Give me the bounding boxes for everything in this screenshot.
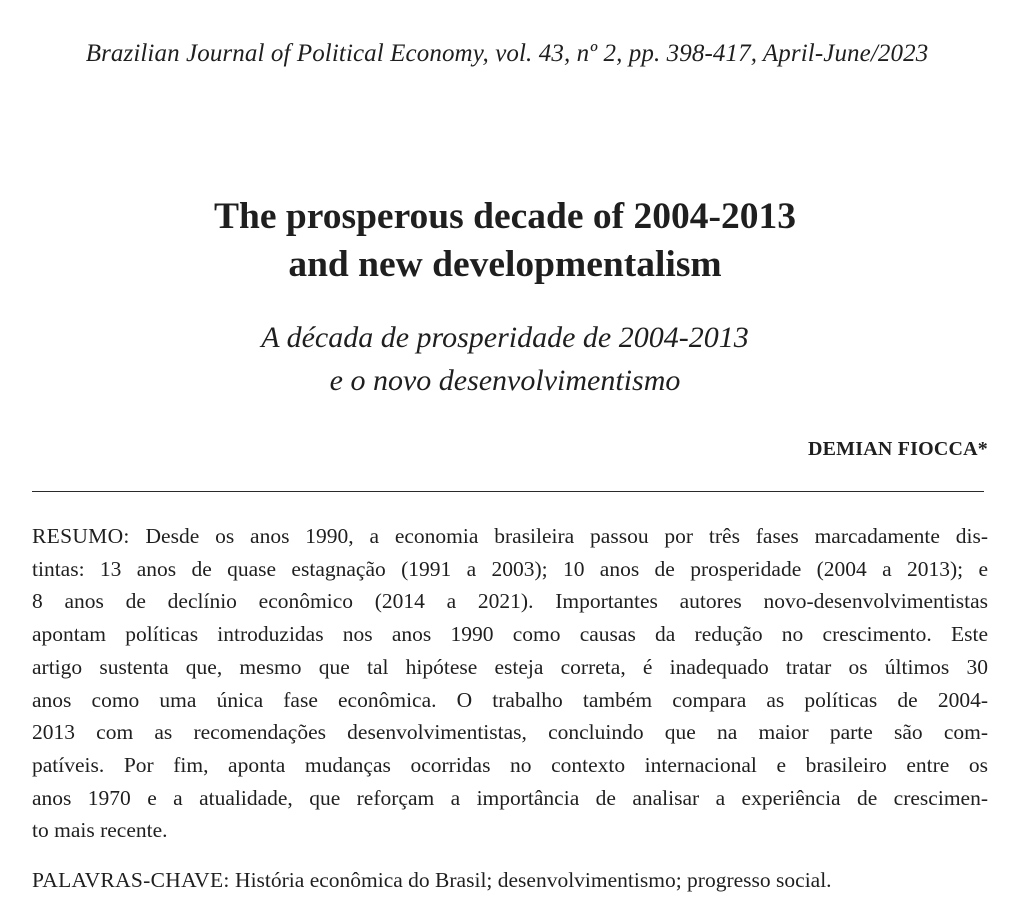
divider (32, 491, 984, 492)
keywords-label: PALAVRAS-CHAVE: (32, 868, 230, 892)
paper-subtitle-line-1: A década de prosperidade de 2004-2013 (261, 321, 749, 354)
abstract-label: RESUMO: (32, 524, 130, 548)
paper-subtitle-line-2: e o novo desenvolvimentismo (329, 364, 681, 397)
abstract-line: patíveis. Por fim, aponta mudanças ocorridas no contexto internacional e brasileiro entre os (32, 752, 988, 777)
abstract-line: 8 anos de declínio econômico (2014 a 2021). Importantes autores novo-desenvolvimentistas (32, 589, 988, 614)
paper-title-line-1: The prosperous decade of 2004-2013 (214, 196, 796, 237)
author-name: DEMIAN FIOCCA* (807, 438, 988, 460)
abstract-line: anos como uma única fase econômica. O trabalho também compara as políticas de 2004- (32, 687, 988, 712)
keywords (32, 864, 988, 896)
abstract-text: Desde os anos 1990, a economia brasileira passou por três fases marcadamente dis- (129, 524, 988, 548)
keywords-text: História econômica do Brasil; desenvolvimentismo; progresso social. (229, 868, 832, 892)
abstract-line (32, 520, 988, 553)
abstract (32, 520, 988, 847)
abstract-line: anos 1970 e a atualidade, que reforçam a importância de analisar a experiência de crescimen- (32, 785, 988, 810)
abstract-line: 2013 com as recomendações desenvolvimentistas, concluindo que na maior parte são com- (32, 720, 988, 745)
paper-title-line-2: and new developmentalism (288, 244, 722, 285)
abstract-line: tintas: 13 anos de quase estagnação (1991 a 2003); 10 anos de prosperidade (2004 a 2013); e (32, 556, 988, 581)
abstract-line: apontam políticas introduzidas nos anos 1990 como causas da redução no crescimento. Este (32, 622, 988, 647)
journal-citation: Brazilian Journal of Political Economy, vol. 43, nº 2, pp. 398-417, April-June/2023 (85, 40, 929, 67)
abstract-line: to mais recente. (32, 818, 168, 843)
paper-subtitle (0, 316, 1010, 402)
abstract-line: artigo sustenta que, mesmo que tal hipótese esteja correta, é inadequado tratar os últimos 30 (32, 654, 988, 679)
paper-title (0, 193, 1010, 289)
